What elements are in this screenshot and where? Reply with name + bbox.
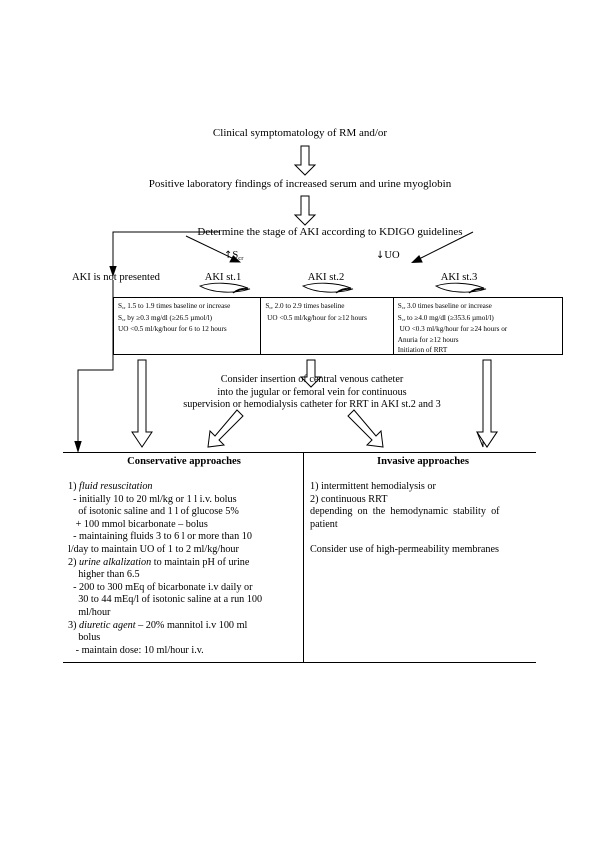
list-item: 2) urine alkalization to maintain pH of urine — [68, 556, 250, 568]
criteria-line: UO <0.3 ml/kg/hour for ≥24 hours or — [397, 325, 508, 333]
list-item: higher than 6.5 — [68, 569, 140, 581]
list-item: 1) fluid resuscitation — [68, 481, 153, 492]
swoosh-arrow-3 — [434, 283, 492, 297]
list-item: patient — [310, 518, 338, 530]
criteria-line: $S_{cr}$ 2.0 to 2.9 times baseline — [265, 302, 345, 311]
invasive-heading: Invasive approaches — [377, 456, 469, 467]
kdigo-criteria-table — [113, 297, 563, 355]
list-item — [310, 531, 532, 544]
block-arrow-down-2 — [294, 196, 316, 226]
catheter-note-line2: into the jugular or femoral vein for continuous — [217, 386, 407, 398]
criteria-line: $S_{cr}$ 3.0 times baseline or increase — [397, 302, 492, 311]
down-arrow-icon: ↓ — [376, 250, 385, 261]
conservative-list — [68, 481, 300, 657]
swoosh-arrow-1 — [198, 283, 256, 297]
criteria-line: UO <0.5 ml/kg/hour for 6 to 12 hours — [118, 325, 227, 333]
list-item: 3) diuretic agent – 20% mannitol i.v 100 ml — [68, 619, 248, 631]
no-aki-label: AKI is not presented — [72, 272, 160, 283]
stage-label-1: AKI st.1 — [204, 272, 242, 283]
swoosh-arrow-2 — [301, 283, 359, 297]
criteria-line: $S_{cr}$ to ≥4.0 mg/dl (≥353.6 µmol/l) — [397, 313, 494, 322]
invasive-list — [310, 481, 532, 557]
stage-label-3: AKI st.3 — [440, 272, 478, 283]
step-positive-lab-findings: Positive laboratory findings of increased serum and urine myoglobin — [148, 178, 452, 190]
list-item: - maintain dose: 10 ml/hour i.v. — [68, 644, 204, 656]
scr-subscript: cr — [238, 254, 244, 262]
step-clinical-symptomatology: Clinical symptomatology of RM and/or — [212, 127, 388, 139]
block-arrow-diag-to-invasive — [348, 410, 388, 450]
catheter-note-line3: supervision or hemodialysis catheter for RRT in AKI st.2 and 3 — [183, 399, 441, 411]
arrow-to-uo — [403, 232, 475, 264]
uo-branch-label: ↓UO — [376, 250, 400, 261]
list-item: bolus — [68, 632, 101, 644]
block-arrow-diag-to-conservative — [204, 410, 244, 450]
approaches-table-divider — [303, 452, 304, 663]
approaches-table-bottom-rule — [63, 662, 536, 663]
up-arrow-icon: ↑ — [224, 250, 233, 261]
criteria-line: $S_{cr}$ by ≥0.3 mg/dl (≥26.5 µmol/l) — [118, 313, 212, 322]
criteria-line: $S_{cr}$ 1.5 to 1.9 times baseline or increase — [118, 302, 231, 311]
catheter-note-line1: Consider insertion of central venous catheter — [220, 374, 404, 385]
list-item: 2) continuous RRT — [310, 493, 388, 505]
criteria-line: Anuria for ≥12 hours — [397, 335, 459, 344]
criteria-line: UO <0.5 ml/kg/hour for ≥12 hours — [265, 313, 367, 322]
block-arrow-down-1 — [294, 146, 316, 176]
list-item: l/day to maintain UO of 1 to 2 ml/kg/hour — [68, 543, 239, 555]
list-item: of isotonic saline and 1 l of glucose 5% — [68, 506, 239, 518]
list-item: - 200 to 300 mEq of bicarbonate i.v daily or — [68, 581, 253, 593]
list-item: + 100 mmol bicarbonate – bolus — [68, 518, 208, 530]
list-item: - maintaining fluids 3 to 6 l or more than 10 — [68, 531, 252, 543]
list-item: - initially 10 to 20 ml/kg or 1 l i.v. bolus — [68, 493, 237, 505]
list-item: Consider use of high-permeability membranes — [310, 543, 499, 555]
list-item: 1) intermittent hemodialysis or — [310, 481, 436, 492]
approaches-table-top-rule — [63, 452, 536, 453]
conservative-heading: Conservative approaches — [127, 456, 241, 467]
criteria-line: Initiation of RRT — [397, 346, 448, 354]
step-determine-stage: Determine the stage of AKI according to KDIGO guidelines — [197, 226, 463, 238]
scr-branch-label: $↑S_{cr}$ — [224, 250, 244, 262]
list-item: ml/hour — [68, 606, 111, 618]
list-item: 30 to 44 mEq/l of isotonic saline at a run 100 — [68, 594, 263, 606]
catheter-note — [150, 374, 474, 412]
criteria-cell-stage3 — [393, 298, 562, 354]
criteria-cell-stage2 — [260, 298, 392, 354]
stage-label-2: AKI st.2 — [307, 272, 345, 283]
list-item: depending on the hemodynamic stability of — [310, 506, 500, 518]
block-arrow-stage3-to-invasive — [476, 360, 500, 448]
criteria-cell-stage1 — [114, 298, 260, 354]
